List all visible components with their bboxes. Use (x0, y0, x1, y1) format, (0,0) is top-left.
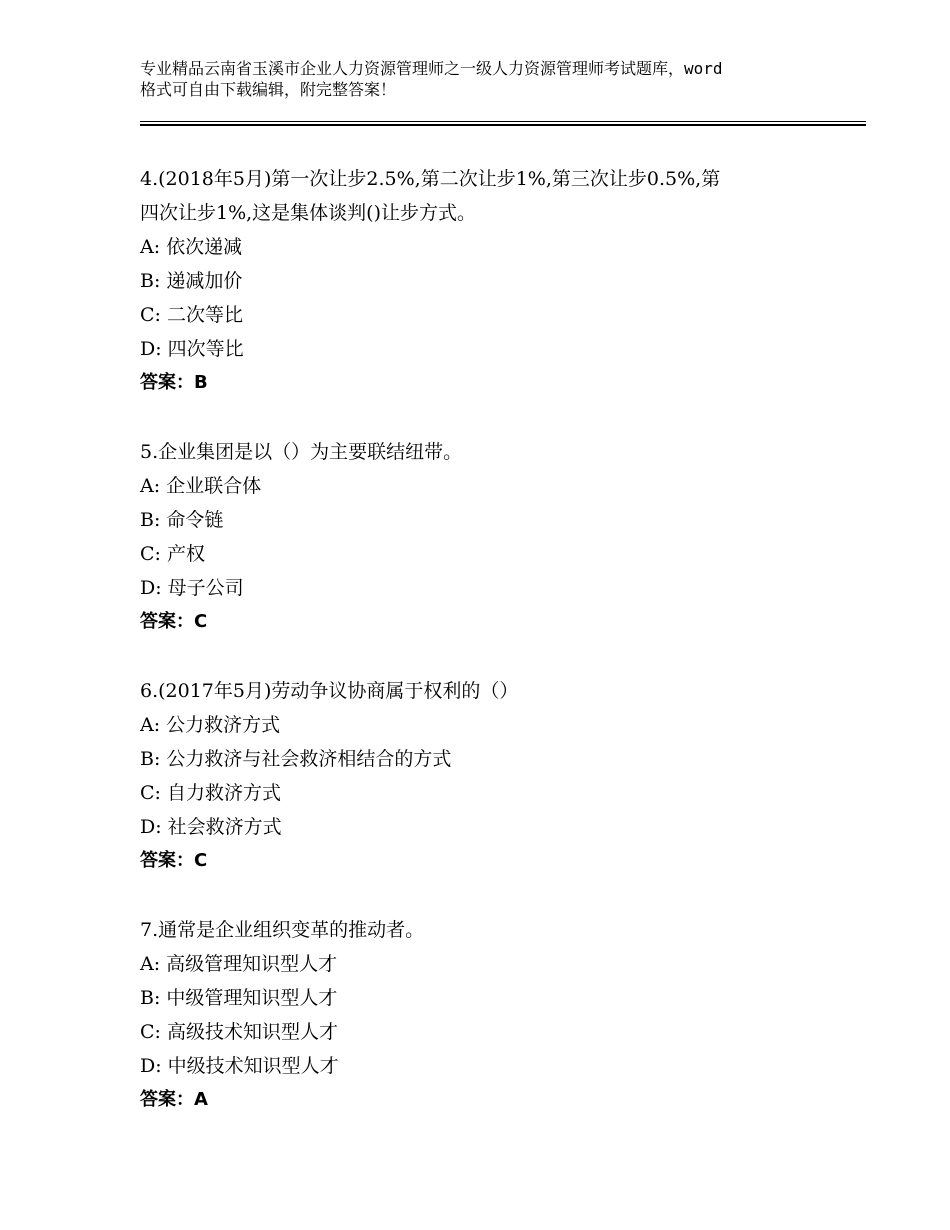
answer: 答案：A (140, 1089, 208, 1110)
question-stem: 四次让步1%,这是集体谈判()让步方式。 (140, 202, 477, 224)
question-stem: 6.(2017年5月)劳动争议协商属于权利的（） (140, 680, 519, 702)
question-stem: 4.(2018年5月)第一次让步2.5%,第二次让步1%,第三次让步0.5%,第 (140, 168, 721, 190)
document-header (140, 58, 830, 100)
option-b: B: 公力救济与社会救济相结合的方式 (140, 748, 452, 770)
option-d: D: 四次等比 (140, 338, 244, 360)
header-divider-thin (140, 121, 866, 122)
answer: 答案：B (140, 372, 208, 393)
question-7 (140, 913, 840, 1117)
question-stem: 7.通常是企业组织变革的推动者。 (140, 919, 425, 941)
option-b: B: 中级管理知识型人才 (140, 987, 338, 1009)
header-line-2: 格式可自由下载编辑，附完整答案！ (140, 80, 397, 99)
option-c: C: 产权 (140, 543, 205, 565)
option-c: C: 自力救济方式 (140, 782, 281, 804)
header-line-1: 专业精品云南省玉溪市企业人力资源管理师之一级人力资源管理师考试题库，word (140, 59, 723, 78)
header-divider-thick (140, 124, 866, 126)
option-a: A: 企业联合体 (140, 475, 262, 497)
option-b: B: 命令链 (140, 509, 224, 531)
option-b: B: 递减加价 (140, 270, 243, 292)
question-6 (140, 674, 840, 878)
question-stem: 5.企业集团是以（）为主要联结纽带。 (140, 441, 463, 463)
option-a: A: 公力救济方式 (140, 714, 281, 736)
answer: 答案：C (140, 850, 208, 871)
option-d: D: 社会救济方式 (140, 816, 282, 838)
answer: 答案：C (140, 611, 208, 632)
option-d: D: 母子公司 (140, 577, 244, 599)
question-4 (140, 162, 840, 400)
option-a: A: 依次递减 (140, 236, 243, 258)
question-5 (140, 435, 840, 639)
option-d: D: 中级技术知识型人才 (140, 1055, 339, 1077)
option-a: A: 高级管理知识型人才 (140, 953, 338, 975)
option-c: C: 二次等比 (140, 304, 243, 326)
option-c: C: 高级技术知识型人才 (140, 1021, 338, 1043)
